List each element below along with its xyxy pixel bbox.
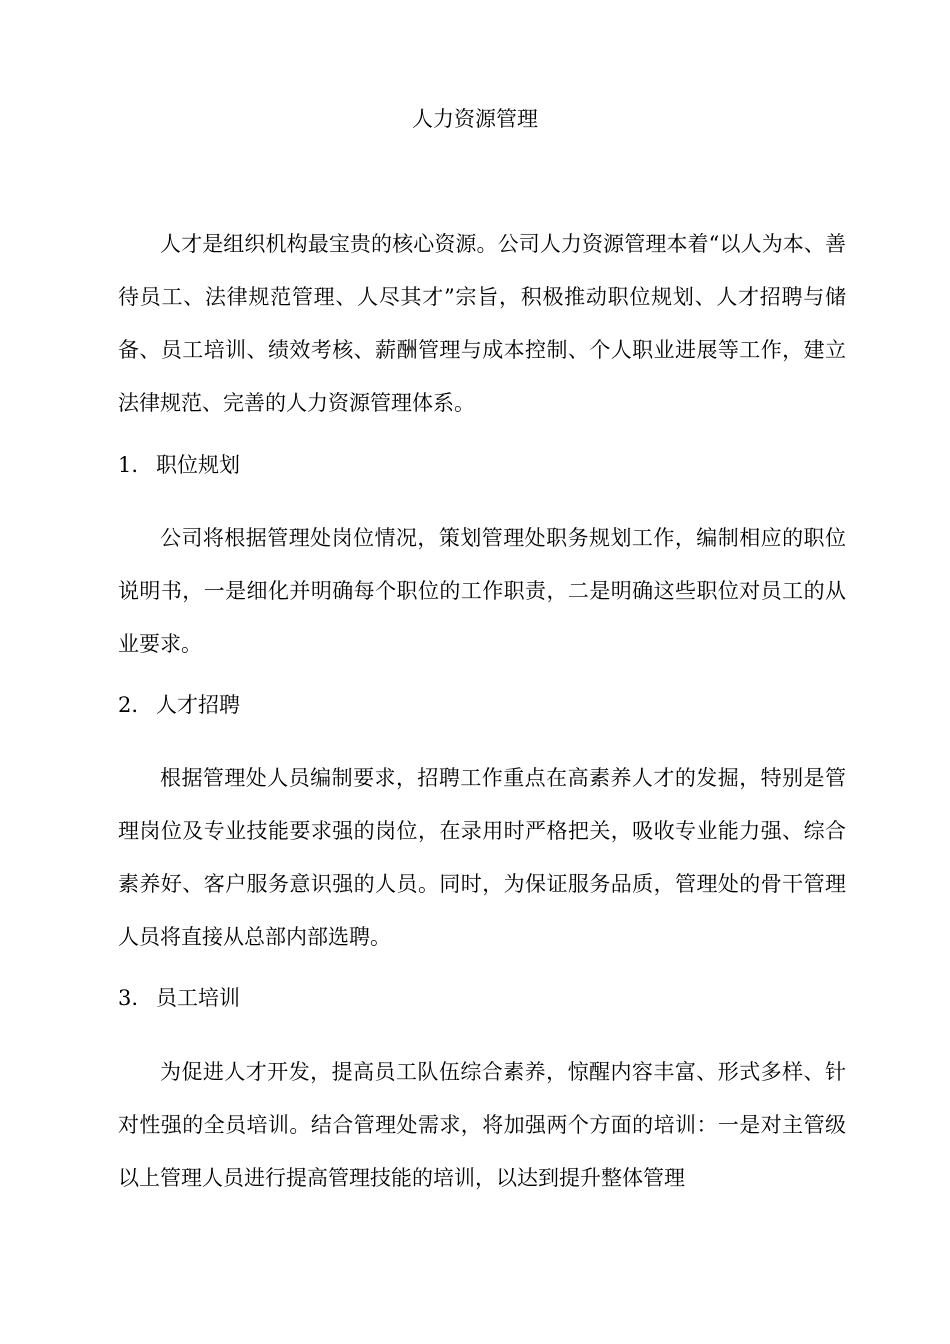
section-title-1: 职位规划 xyxy=(156,453,240,477)
document-title: 人力资源管理 xyxy=(412,107,538,131)
section-heading-1 xyxy=(118,450,846,480)
section-number-3: 3. xyxy=(118,986,139,1010)
section-heading-3 xyxy=(118,983,846,1013)
section-title-2: 人才招聘 xyxy=(156,693,240,717)
section-title-3: 员工培训 xyxy=(156,986,240,1010)
section-body-2: 根据管理处人员编制要求，招聘工作重点在高素养人才的发掘，特别是管理岗位及专业技能要求强的岗位，在录用时严格把关，吸收专业能力强、综合素养好、客户服务意识强的人员。同时，为保证服务品质，管理处的骨干管理人员将直接从总部内部选聘。 xyxy=(118,766,846,949)
intro-paragraph: 人才是组织机构最宝贵的核心资源。公司人力资源管理本着“以人为本、善待员工、法律规范管理、人尽其才”宗旨，积极推动职位规划、人才招聘与储备、员工培训、绩效考核、薪酬管理与成本控制、个人职业进展等工作，建立法律规范、完善的人力资源管理体系。 xyxy=(118,232,846,415)
section-body-1: 公司将根据管理处岗位情况，策划管理处职务规划工作，编制相应的职位说明书，一是细化并明确每个职位的工作职责，二是明确这些职位对员工的从业要求。 xyxy=(118,526,846,656)
section-body-3: 为促进人才开发，提高员工队伍综合素养，惊醒内容丰富、形式多样、针对性强的全员培训。结合管理处需求，将加强两个方面的培训：一是对主管级以上管理人员进行提高管理技能的培训，以达到提升整体管理 xyxy=(118,1060,846,1190)
section-heading-2 xyxy=(118,690,846,720)
section-number-1: 1. xyxy=(118,453,139,477)
section-number-2: 2. xyxy=(118,693,139,717)
